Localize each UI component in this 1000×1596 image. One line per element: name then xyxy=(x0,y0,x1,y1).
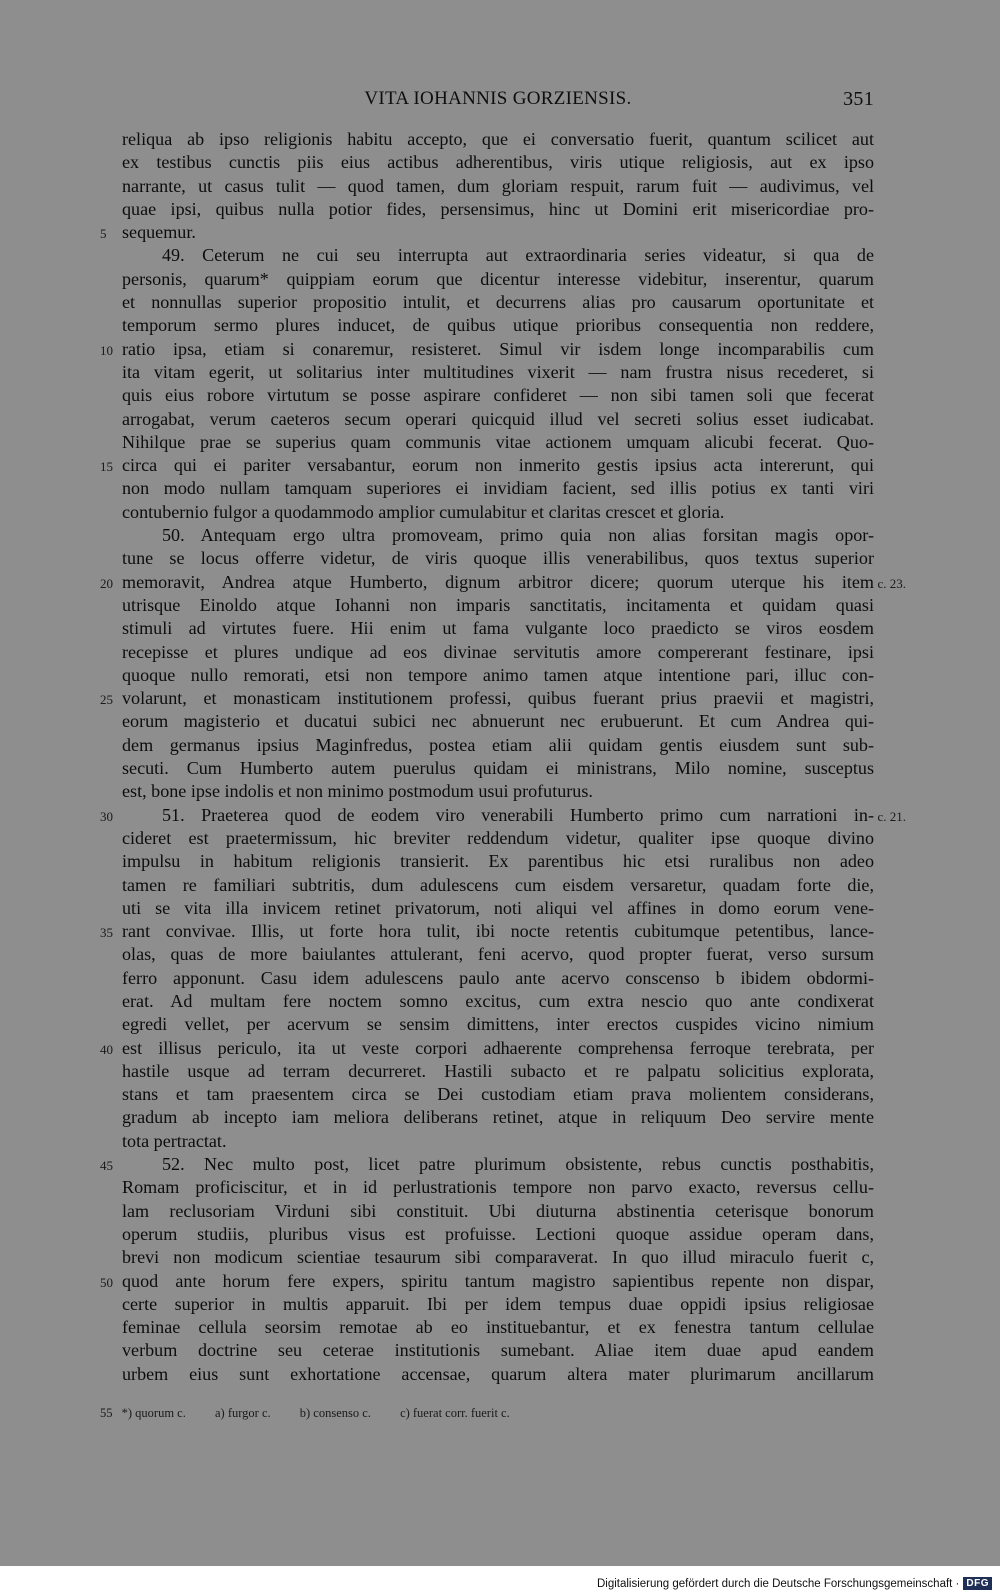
text-line xyxy=(122,617,874,640)
text-line xyxy=(122,1339,874,1362)
line-text: contubernio fulgor a quodammodo amplior cumulabitur et claritas crescet et gloria. xyxy=(122,501,725,522)
text-line xyxy=(100,1270,874,1293)
text-line xyxy=(100,338,874,361)
line-text: volarunt, et monasticam institutionem professi, quibus fuerant prius praevii et magistri, xyxy=(122,688,874,709)
text-line xyxy=(122,524,874,547)
text-line xyxy=(122,1223,874,1246)
line-text: temporum sermo plures inducet, de quibus utique prioribus consequentia non reddere, xyxy=(122,315,874,336)
line-text: utrisque Einoldo atque Iohanni non imparis sanctitatis, incitamenta et quidam quasi xyxy=(122,594,874,615)
line-text: reliqua ab ipso religionis habitu accepto, que ei conversatio fuerit, quantum scilicet aut xyxy=(122,129,874,149)
line-number: 10 xyxy=(100,342,113,358)
text-line xyxy=(122,1316,874,1339)
line-text: 49. Ceterum ne cui seu interrupta aut extraordinaria series videatur, si qua de xyxy=(162,245,874,266)
footnotes xyxy=(100,1406,800,1421)
text-line xyxy=(122,1083,874,1106)
running-header xyxy=(122,88,874,116)
footnote-star: *) quorum c. xyxy=(121,1406,186,1420)
text-line xyxy=(122,1293,874,1316)
line-text: tota pertractat. xyxy=(122,1130,227,1151)
line-text: quis eius robore virtutum se posse aspirare confideret — non sibi tamen soli que fecerat xyxy=(122,385,874,406)
line-text: stans et tam praesentem circa se Dei custodiam etiam prava molientem considerans, xyxy=(122,1084,874,1105)
line-number: 45 xyxy=(100,1158,113,1174)
line-text: tune se locus offerre videtur, de viris quoque illis venerabilibus, quos textus superior xyxy=(122,548,874,569)
text-line xyxy=(122,757,874,780)
text-line xyxy=(122,967,874,990)
text-line xyxy=(122,314,874,337)
line-number: 25 xyxy=(100,692,113,708)
line-number: 5 xyxy=(100,226,107,242)
line-text: ratio ipsa, etiam si conaremur, resisteret. Simul vir isdem longe incomparabilis cum xyxy=(122,338,874,359)
text-line xyxy=(122,710,874,733)
line-text: memoravit, Andrea atque Humberto, dignum arbitror dicere; quorum uterque his item xyxy=(122,571,874,592)
line-number: 50 xyxy=(100,1274,113,1290)
text-line xyxy=(122,780,874,803)
credit-text: Digitalisierung gefördert durch die Deutsche Forschungsgemeinschaft · xyxy=(596,1577,960,1590)
margin-note: c. 21. xyxy=(877,808,906,824)
line-number: 35 xyxy=(100,925,113,941)
line-text: ita vitam egerit, ut solitarius inter multitudines vixerit — nam frustra nisus recederet, si xyxy=(122,361,874,382)
line-text: et nonnullas superior propositio intulit, et decurrens alias pro causarum oportunitate et xyxy=(122,292,874,313)
line-text: brevi non modicum scientiae tesaurum sibi comparaverat. In quo illud miraculo fuerit c, xyxy=(122,1247,874,1268)
main-text xyxy=(100,128,906,1386)
text-line xyxy=(122,1200,874,1223)
line-text: 50. Antequam ergo ultra promoveam, primo quia non alias forsitan magis opor- xyxy=(162,525,874,546)
line-text: personis, quarum* quippiam eorum que dicentur interesse videbitur, inserentur, quarum xyxy=(122,268,874,289)
line-text: urbem eius sunt exhortatione accensae, quarum altera mater plurimarum ancillarum xyxy=(122,1363,874,1384)
text-line xyxy=(122,268,874,291)
line-text: stimuli ad virtutes fuere. Hii enim ut fama vulgante loco praedicto se viros eosdem xyxy=(122,618,874,639)
line-text: impulsu in habitum religionis transierit. Ex parentibus hic etsi ruralibus non adeo xyxy=(122,851,874,872)
text-line xyxy=(122,1060,874,1083)
line-text: Nihilque prae se superius quam communis vitae actionem umquam alicubi fecerat. Quo- xyxy=(122,431,874,452)
text-line xyxy=(122,431,874,454)
text-line xyxy=(122,734,874,757)
text-line xyxy=(122,664,874,687)
footnote-a: a) furgor c. xyxy=(214,1406,271,1420)
line-text: quod ante horum fere expers, spiritu tantum magistro sapientibus repente non dispar, xyxy=(122,1270,874,1291)
text-line xyxy=(122,244,874,267)
line-text: cideret est praetermissum, hic breviter reddendum videtur, qualiter ipse quoque divino xyxy=(122,827,874,848)
line-text: 52. Nec multo post, licet patre plurimum obsistente, rebus cunctis posthabitis, xyxy=(162,1154,874,1175)
line-number: 30 xyxy=(100,808,113,824)
dfg-logo: DFG xyxy=(963,1577,992,1590)
page-number: 351 xyxy=(843,88,874,110)
text-line xyxy=(122,1176,874,1199)
line-text: recepisse et plures undique ad eos divinae servitutis amore compererant festinare, ipsi xyxy=(122,641,874,662)
text-line xyxy=(122,175,874,198)
text-line xyxy=(122,501,874,524)
text-line xyxy=(122,874,874,897)
footnote-line-number: 55 xyxy=(100,1406,113,1420)
line-text: lam reclusoriam Virduni sibi constituit. Ubi diuturna abstinentia ceterisque bonorum xyxy=(122,1200,874,1221)
line-number: 15 xyxy=(100,459,113,475)
line-number: 20 xyxy=(100,575,113,591)
line-text: quoque nullo remorati, etsi non tempore animo tamen atque intentione pari, illuc con- xyxy=(122,664,874,685)
text-line xyxy=(122,594,874,617)
text-line xyxy=(122,477,874,500)
text-line xyxy=(100,1153,874,1176)
text-line xyxy=(122,827,874,850)
line-text: circa qui ei pariter versabantur, eorum non inmerito gestis ipsius acta intererunt, qui xyxy=(122,455,874,476)
text-line xyxy=(122,1130,874,1153)
line-text: sequemur. xyxy=(122,222,196,243)
line-text: gradum ab incepto iam meliora deliberans retinet, atque in reliquum Deo servire mente xyxy=(122,1107,874,1128)
line-text: tamen re familiari subtritis, dum adulescens cum eisdem versaretur, quadam forte die, xyxy=(122,874,874,895)
footnote-b: b) consenso c. xyxy=(299,1406,371,1420)
text-line xyxy=(100,454,874,477)
running-title: VITA IOHANNIS GORZIENSIS. xyxy=(364,88,632,109)
text-line xyxy=(122,384,874,407)
line-text: erat. Ad multam fere noctem somno excitus, cum extra nescio quo ante condixerat xyxy=(122,990,874,1011)
margin-note: c. 23. xyxy=(877,575,906,591)
text-line xyxy=(100,920,874,943)
text-line xyxy=(122,897,874,920)
digitization-credit xyxy=(597,1577,992,1590)
line-text: uti se vita illa invicem retinet privatorum, noti aliqui vel affines in domo eorum vene- xyxy=(122,897,874,918)
text-line xyxy=(122,198,874,221)
line-text: 51. Praeterea quod de eodem viro venerabili Humberto primo cum narrationi in- xyxy=(162,804,874,825)
line-text: est illisus periculo, ita ut veste corpori adhaerente comprehensa ferroque terebrata, per xyxy=(122,1037,874,1058)
line-text: non modo nullam tamquam superiores ei invidiam facient, sed illis potius ex tanti viri xyxy=(122,478,874,499)
line-text: quae ipsi, quibus nulla potior fides, persensimus, hinc ut Domini erit misericordiae pro- xyxy=(122,198,874,219)
line-text: egredi vellet, per acervum se sensim dimittens, inter erectos cuspides vicino nimium xyxy=(122,1014,874,1035)
line-text: arrogabat, verum caeteros secum operari quicquid illud vel secreti solius esset iudicabat. xyxy=(122,408,874,429)
text-line xyxy=(100,687,874,710)
line-text: feminae cellula seorsim remotae ab eo instituebantur, et ex fenestra tantum cellulae xyxy=(122,1317,874,1338)
text-line xyxy=(122,943,874,966)
text-line xyxy=(100,571,906,594)
line-text: certe superior in multis apparuit. Ibi per idem tempus duae oppidi ipsius religiosae xyxy=(122,1293,874,1314)
text-line xyxy=(122,361,874,384)
line-number: 40 xyxy=(100,1041,113,1057)
text-line xyxy=(122,547,874,570)
line-text: eorum magisterio et ducatui subici nec abnuerunt nec erubuerunt. Et cum Andrea qui- xyxy=(122,711,874,732)
line-text: rant convivae. Illis, ut forte hora tulit, ibi nocte retentis cubitumque petentibus, lance- xyxy=(122,921,874,942)
line-text: hastile usque ad terram decurreret. Hastili subacto et re palpatu solicitius explorata, xyxy=(122,1060,874,1081)
text-line xyxy=(122,990,874,1013)
text-line xyxy=(122,1013,874,1036)
line-text: narrante, ut casus tulit — quod tamen, dum gloriam respuit, rarum fuit — audivimus, vel xyxy=(122,175,874,196)
text-line xyxy=(122,151,874,174)
text-line xyxy=(100,1037,874,1060)
text-line xyxy=(122,850,874,873)
text-line xyxy=(122,128,874,151)
line-text: Romam proficiscitur, et in id perlustrationis tempore non parvo exacto, reversus cellu- xyxy=(122,1177,874,1198)
text-line xyxy=(122,641,874,664)
text-line xyxy=(100,221,874,244)
text-line xyxy=(122,1246,874,1269)
line-text: secuti. Cum Humberto autem puerulus quidam ei ministrans, Milo nomine, susceptus xyxy=(122,758,874,779)
line-text: operum studiis, pluribus visus est profuisse. Lectioni quoque assidue operam dans, xyxy=(122,1223,874,1244)
footnote-c: c) fuerat corr. fuerit c. xyxy=(400,1406,510,1420)
text-line xyxy=(122,1363,874,1386)
line-text: ferro apponunt. Casu idem adulescens paulo ante acervo conscenso b ibidem obdormi- xyxy=(122,967,874,988)
line-text: est, bone ipse indolis et non minimo postmodum usui profuturus. xyxy=(122,781,593,802)
line-text: dem germanus ipsius Maginfredus, postea etiam alii quidam gentis eiusdem sunt sub- xyxy=(122,734,874,755)
text-line xyxy=(122,291,874,314)
line-text: olas, quas de more baiulantes attulerant, feni acervo, quod propter fuerat, verso sursum xyxy=(122,944,874,965)
text-line xyxy=(122,1106,874,1129)
text-line xyxy=(122,408,874,431)
line-text: verbum doctrine seu ceterae institutionis sumebant. Aliae item duae apud eandem xyxy=(122,1340,874,1361)
line-text: ex testibus cunctis piis eius actibus adherentibus, viris utique religiosis, aut ex ipso xyxy=(122,152,874,173)
text-line xyxy=(100,804,906,827)
